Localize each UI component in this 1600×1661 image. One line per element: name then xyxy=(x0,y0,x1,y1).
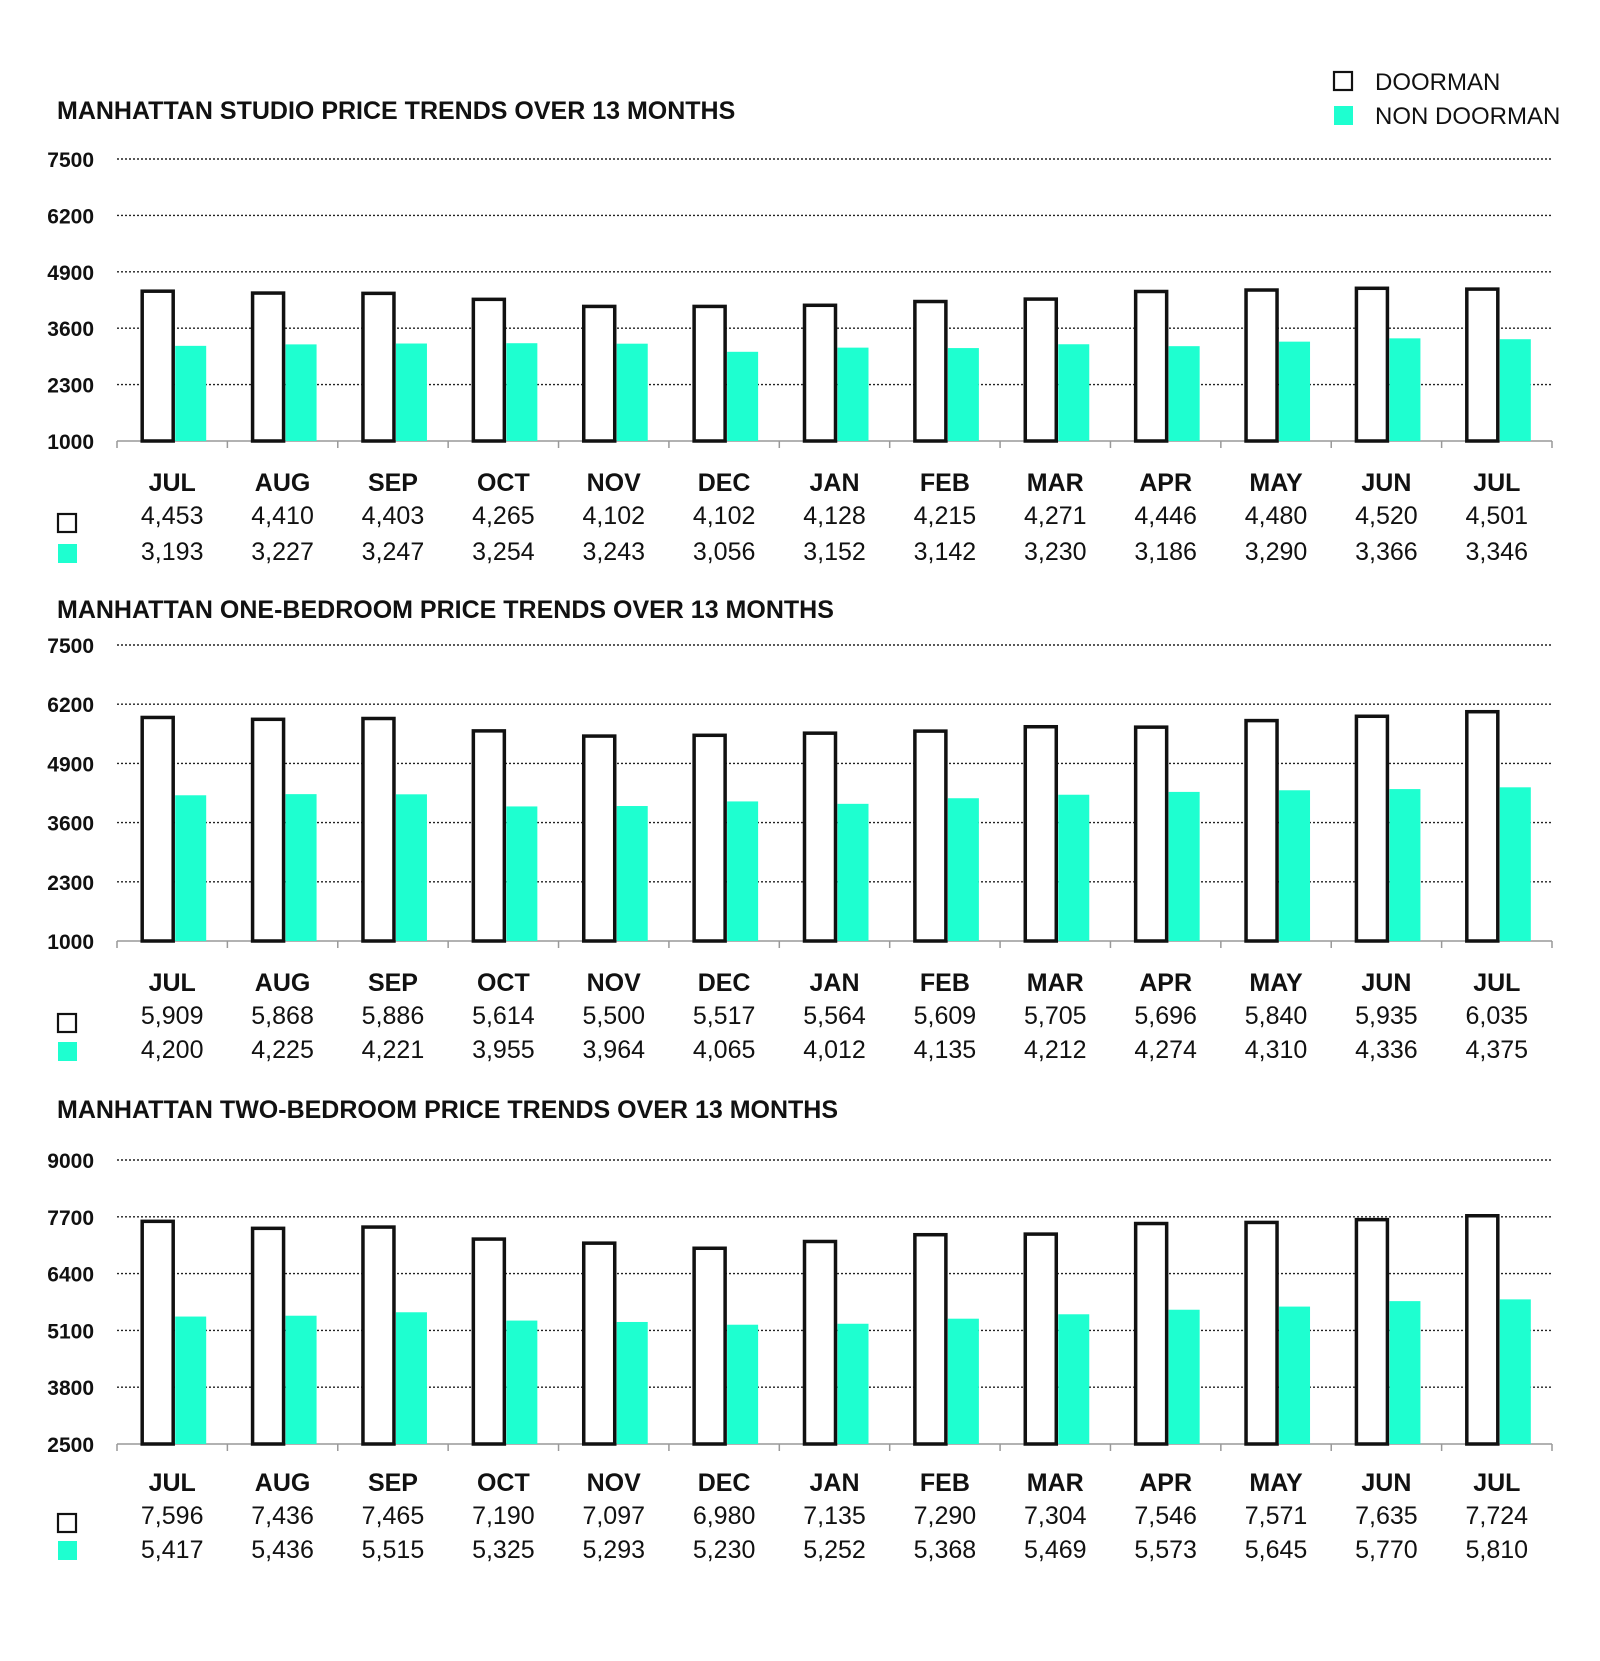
data-label-doorman: 7,465 xyxy=(361,1502,425,1530)
bar-non-doorman xyxy=(506,1321,537,1444)
x-tick-label: JUL xyxy=(1473,969,1521,997)
bar-doorman xyxy=(805,1241,836,1444)
bar-non-doorman xyxy=(1279,1307,1310,1444)
bar-non-doorman xyxy=(1279,342,1310,441)
data-label-non-doorman: 3,186 xyxy=(1134,538,1197,566)
bar-doorman xyxy=(694,735,725,941)
bar-non-doorman xyxy=(286,344,317,441)
x-tick-label: AUG xyxy=(254,969,311,997)
bar-non-doorman xyxy=(1058,1314,1089,1444)
data-label-non-doorman: 3,056 xyxy=(692,538,756,566)
data-label-doorman: 5,935 xyxy=(1355,1002,1418,1030)
bar-doorman xyxy=(805,733,836,941)
data-label-doorman: 6,980 xyxy=(692,1502,756,1530)
x-tick-label: JUL xyxy=(1473,1469,1521,1497)
bar-doorman xyxy=(584,1243,615,1444)
bar-non-doorman xyxy=(948,348,979,441)
data-label-doorman: 4,102 xyxy=(692,502,756,530)
data-label-non-doorman: 4,212 xyxy=(1023,1036,1087,1064)
data-label-doorman: 7,436 xyxy=(251,1502,314,1530)
bar-doorman xyxy=(1356,716,1387,941)
x-tick-label: FEB xyxy=(919,1469,970,1497)
bar-non-doorman xyxy=(1500,339,1531,441)
data-label-non-doorman: 4,221 xyxy=(361,1036,425,1064)
data-label-non-doorman: 5,469 xyxy=(1023,1536,1087,1564)
data-label-non-doorman: 3,290 xyxy=(1244,538,1308,566)
charts xyxy=(47,97,1552,1564)
bar-non-doorman xyxy=(1058,795,1089,941)
bar-non-doorman xyxy=(1169,1310,1200,1444)
bar-doorman xyxy=(473,1239,504,1444)
bar-doorman xyxy=(1467,712,1498,941)
x-tick-label: JUL xyxy=(148,969,196,997)
legend-label-doorman: DOORMAN xyxy=(1375,69,1501,96)
chart-title: MANHATTAN STUDIO PRICE TRENDS OVER 13 MONTHS xyxy=(57,97,736,125)
x-tick-label: APR xyxy=(1139,1469,1193,1497)
y-tick-label: 7500 xyxy=(47,635,94,658)
bar-doorman xyxy=(915,302,946,441)
bar-doorman xyxy=(1136,727,1167,941)
data-label-doorman: 7,097 xyxy=(582,1502,646,1530)
bar-doorman xyxy=(805,305,836,441)
x-tick-label: OCT xyxy=(476,969,530,997)
x-tick-label: JUN xyxy=(1361,1469,1412,1497)
x-tick-label: JUL xyxy=(148,469,196,497)
data-label-doorman: 5,886 xyxy=(361,1002,425,1030)
data-label-non-doorman: 5,645 xyxy=(1244,1536,1308,1564)
data-label-non-doorman: 5,368 xyxy=(913,1536,977,1564)
bar-doorman xyxy=(1467,289,1498,441)
bar-doorman xyxy=(584,736,615,941)
bar-doorman xyxy=(694,306,725,441)
data-label-non-doorman: 3,142 xyxy=(913,538,977,566)
bar-doorman xyxy=(584,306,615,441)
data-label-non-doorman: 3,227 xyxy=(251,538,314,566)
table-row-marker-doorman xyxy=(58,1014,76,1032)
data-label-doorman: 4,410 xyxy=(251,502,314,530)
x-tick-label: FEB xyxy=(919,469,970,497)
y-tick-label: 6200 xyxy=(47,205,94,229)
bar-non-doorman xyxy=(1389,789,1420,941)
data-label-non-doorman: 3,193 xyxy=(140,538,204,566)
data-label-doorman: 5,500 xyxy=(582,1002,646,1030)
bar-doorman xyxy=(363,1227,394,1444)
bar-non-doorman xyxy=(286,794,317,941)
y-tick-label: 5100 xyxy=(47,1320,94,1344)
data-label-non-doorman: 3,254 xyxy=(472,538,535,566)
chart-panel-3 xyxy=(47,1096,1552,1564)
data-label-doorman: 7,290 xyxy=(913,1502,977,1530)
y-tick-label: 6400 xyxy=(47,1263,94,1287)
bar-non-doorman xyxy=(175,795,206,941)
x-tick-label: NOV xyxy=(586,969,641,997)
data-label-non-doorman: 5,573 xyxy=(1134,1536,1197,1564)
y-tick-label: 3600 xyxy=(47,812,94,836)
data-label-non-doorman: 3,366 xyxy=(1355,538,1418,566)
bar-non-doorman xyxy=(727,1325,758,1444)
chart-title: MANHATTAN ONE-BEDROOM PRICE TRENDS OVER 13 MONTHS xyxy=(57,596,834,624)
y-tick-label: 7500 xyxy=(47,149,94,172)
data-label-doorman: 7,724 xyxy=(1465,1502,1529,1530)
table-row-marker-non-doorman xyxy=(58,1042,77,1061)
bar-doorman xyxy=(1246,290,1277,441)
legend-swatch-non-doorman xyxy=(1334,106,1353,125)
x-tick-label: AUG xyxy=(254,469,311,497)
data-label-doorman: 4,453 xyxy=(140,502,204,530)
data-label-non-doorman: 4,012 xyxy=(803,1036,866,1064)
x-tick-label: MAY xyxy=(1249,1469,1303,1497)
data-label-doorman: 7,571 xyxy=(1244,1502,1308,1530)
data-label-doorman: 6,035 xyxy=(1465,1002,1529,1030)
bar-doorman xyxy=(1025,727,1056,941)
data-label-non-doorman: 5,770 xyxy=(1355,1536,1418,1564)
y-tick-label: 1000 xyxy=(47,431,94,454)
chart-panel-1 xyxy=(47,97,1552,566)
x-tick-label: FEB xyxy=(919,969,970,997)
data-label-doorman: 4,265 xyxy=(472,502,535,530)
bar-doorman xyxy=(142,1221,173,1444)
x-tick-label: NOV xyxy=(586,469,641,497)
bar-non-doorman xyxy=(617,344,648,441)
data-label-non-doorman: 3,247 xyxy=(361,538,425,566)
y-tick-label: 4900 xyxy=(47,753,94,777)
table-row-marker-non-doorman xyxy=(58,1541,77,1560)
x-tick-label: SEP xyxy=(367,469,418,497)
data-label-doorman: 7,304 xyxy=(1023,1502,1087,1530)
x-tick-label: JAN xyxy=(809,969,860,997)
data-label-non-doorman: 5,417 xyxy=(140,1536,204,1564)
bar-non-doorman xyxy=(727,352,758,441)
bar-doorman xyxy=(253,719,284,941)
x-tick-label: JUL xyxy=(1473,469,1521,497)
data-label-doorman: 5,696 xyxy=(1134,1002,1197,1030)
data-label-doorman: 4,480 xyxy=(1244,502,1308,530)
bar-non-doorman xyxy=(1279,790,1310,941)
x-tick-label: JUN xyxy=(1361,469,1412,497)
bar-doorman xyxy=(1025,1234,1056,1444)
bar-non-doorman xyxy=(1500,787,1531,941)
data-label-non-doorman: 5,325 xyxy=(472,1536,535,1564)
data-label-non-doorman: 5,436 xyxy=(251,1536,314,1564)
bar-non-doorman xyxy=(175,346,206,441)
bar-non-doorman xyxy=(948,798,979,941)
bar-doorman xyxy=(1246,721,1277,941)
data-label-doorman: 4,403 xyxy=(361,502,425,530)
data-label-doorman: 7,190 xyxy=(472,1502,535,1530)
x-tick-label: JUN xyxy=(1361,969,1412,997)
bar-non-doorman xyxy=(175,1317,206,1444)
bar-doorman xyxy=(253,1228,284,1444)
legend-label-non-doorman: NON DOORMAN xyxy=(1375,103,1561,130)
bar-non-doorman xyxy=(506,343,537,441)
y-tick-label: 3800 xyxy=(47,1377,94,1401)
bar-doorman xyxy=(1025,299,1056,441)
x-tick-label: JAN xyxy=(809,469,860,497)
x-tick-label: MAR xyxy=(1026,969,1084,997)
data-label-doorman: 7,635 xyxy=(1355,1502,1418,1530)
bar-doorman xyxy=(142,717,173,941)
data-label-non-doorman: 4,310 xyxy=(1244,1036,1308,1064)
data-label-non-doorman: 5,810 xyxy=(1465,1536,1529,1564)
x-tick-label: APR xyxy=(1139,969,1193,997)
bar-non-doorman xyxy=(506,806,537,941)
bar-doorman xyxy=(142,291,173,441)
data-label-doorman: 5,840 xyxy=(1244,1002,1308,1030)
bar-non-doorman xyxy=(948,1319,979,1444)
data-label-non-doorman: 5,515 xyxy=(361,1536,425,1564)
bar-doorman xyxy=(1246,1222,1277,1444)
bar-doorman xyxy=(1136,291,1167,441)
x-tick-label: OCT xyxy=(476,469,530,497)
x-tick-label: JAN xyxy=(809,1469,860,1497)
data-label-doorman: 7,546 xyxy=(1134,1502,1197,1530)
y-tick-label: 7700 xyxy=(47,1206,94,1230)
bar-doorman xyxy=(253,293,284,441)
data-label-non-doorman: 3,230 xyxy=(1023,538,1087,566)
data-label-doorman: 7,135 xyxy=(803,1502,866,1530)
bar-non-doorman xyxy=(1389,338,1420,441)
legend xyxy=(1334,69,1560,130)
bar-non-doorman xyxy=(838,348,869,441)
data-label-doorman: 4,128 xyxy=(803,502,866,530)
x-tick-label: AUG xyxy=(254,1469,311,1497)
data-label-doorman: 5,609 xyxy=(913,1002,977,1030)
bar-non-doorman xyxy=(727,801,758,941)
x-tick-label: MAY xyxy=(1249,469,1303,497)
bar-doorman xyxy=(473,299,504,441)
bar-doorman xyxy=(1356,288,1387,441)
data-label-non-doorman: 4,065 xyxy=(692,1036,756,1064)
data-label-non-doorman: 3,955 xyxy=(472,1036,535,1064)
data-label-doorman: 5,614 xyxy=(472,1002,535,1030)
data-label-non-doorman: 4,336 xyxy=(1355,1036,1418,1064)
x-tick-label: DEC xyxy=(697,1469,751,1497)
data-label-doorman: 5,517 xyxy=(692,1002,756,1030)
data-label-doorman: 4,501 xyxy=(1465,502,1529,530)
x-tick-label: NOV xyxy=(586,1469,641,1497)
y-tick-label: 4900 xyxy=(47,261,94,285)
x-tick-label: MAR xyxy=(1026,469,1084,497)
x-tick-label: JUL xyxy=(148,1469,196,1497)
y-tick-label: 6200 xyxy=(47,694,94,718)
y-tick-label: 2300 xyxy=(47,871,94,895)
chart-panel-2 xyxy=(47,596,1552,1064)
data-label-non-doorman: 5,252 xyxy=(803,1536,866,1564)
bar-non-doorman xyxy=(1058,344,1089,441)
bar-doorman xyxy=(363,718,394,941)
data-label-doorman: 4,102 xyxy=(582,502,646,530)
data-label-non-doorman: 3,243 xyxy=(582,538,646,566)
chart-title: MANHATTAN TWO-BEDROOM PRICE TRENDS OVER 13 MONTHS xyxy=(57,1096,839,1124)
data-label-non-doorman: 4,135 xyxy=(913,1036,977,1064)
data-label-non-doorman: 3,346 xyxy=(1465,538,1529,566)
x-tick-label: MAR xyxy=(1026,1469,1084,1497)
x-tick-label: APR xyxy=(1139,469,1193,497)
data-label-doorman: 4,520 xyxy=(1355,502,1418,530)
bar-non-doorman xyxy=(286,1316,317,1444)
table-row-marker-doorman xyxy=(58,1514,76,1532)
data-label-non-doorman: 4,200 xyxy=(140,1036,204,1064)
bar-doorman xyxy=(1356,1220,1387,1444)
data-label-doorman: 7,596 xyxy=(140,1502,204,1530)
x-tick-label: DEC xyxy=(697,469,751,497)
bar-non-doorman xyxy=(396,344,427,441)
bar-non-doorman xyxy=(838,804,869,941)
data-label-doorman: 4,215 xyxy=(913,502,977,530)
data-label-non-doorman: 4,274 xyxy=(1134,1036,1197,1064)
data-label-non-doorman: 3,964 xyxy=(582,1036,646,1064)
bar-doorman xyxy=(694,1248,725,1444)
data-label-doorman: 5,909 xyxy=(140,1002,204,1030)
bar-non-doorman xyxy=(1169,792,1200,941)
bar-non-doorman xyxy=(617,1322,648,1444)
bar-doorman xyxy=(1467,1216,1498,1444)
x-tick-label: DEC xyxy=(697,969,751,997)
x-tick-label: SEP xyxy=(367,1469,418,1497)
bar-non-doorman xyxy=(617,806,648,941)
data-label-non-doorman: 3,152 xyxy=(803,538,866,566)
bar-doorman xyxy=(915,731,946,941)
data-label-non-doorman: 5,293 xyxy=(582,1536,646,1564)
y-tick-label: 9000 xyxy=(47,1150,94,1173)
data-label-non-doorman: 5,230 xyxy=(692,1536,756,1564)
bar-non-doorman xyxy=(1389,1301,1420,1444)
data-label-doorman: 5,705 xyxy=(1023,1002,1087,1030)
bar-doorman xyxy=(915,1235,946,1444)
data-label-doorman: 4,446 xyxy=(1134,502,1197,530)
data-label-doorman: 5,564 xyxy=(803,1002,866,1030)
y-tick-label: 2300 xyxy=(47,374,94,398)
x-tick-label: OCT xyxy=(476,1469,530,1497)
data-label-non-doorman: 4,225 xyxy=(251,1036,314,1064)
table-row-marker-doorman xyxy=(58,514,76,532)
bar-doorman xyxy=(1136,1224,1167,1444)
bar-non-doorman xyxy=(396,1312,427,1444)
y-tick-label: 1000 xyxy=(47,931,94,954)
data-label-non-doorman: 4,375 xyxy=(1465,1036,1529,1064)
y-tick-label: 2500 xyxy=(47,1434,94,1457)
bar-doorman xyxy=(473,731,504,941)
bar-non-doorman xyxy=(838,1324,869,1444)
bar-non-doorman xyxy=(1500,1299,1531,1444)
bar-doorman xyxy=(363,293,394,441)
bar-non-doorman xyxy=(1169,346,1200,441)
bar-non-doorman xyxy=(396,794,427,941)
data-label-doorman: 5,868 xyxy=(251,1002,314,1030)
legend-swatch-doorman xyxy=(1334,72,1352,90)
y-tick-label: 3600 xyxy=(47,318,94,342)
table-row-marker-non-doorman xyxy=(58,544,77,563)
x-tick-label: SEP xyxy=(367,969,418,997)
x-tick-label: MAY xyxy=(1249,969,1303,997)
data-label-doorman: 4,271 xyxy=(1023,502,1087,530)
